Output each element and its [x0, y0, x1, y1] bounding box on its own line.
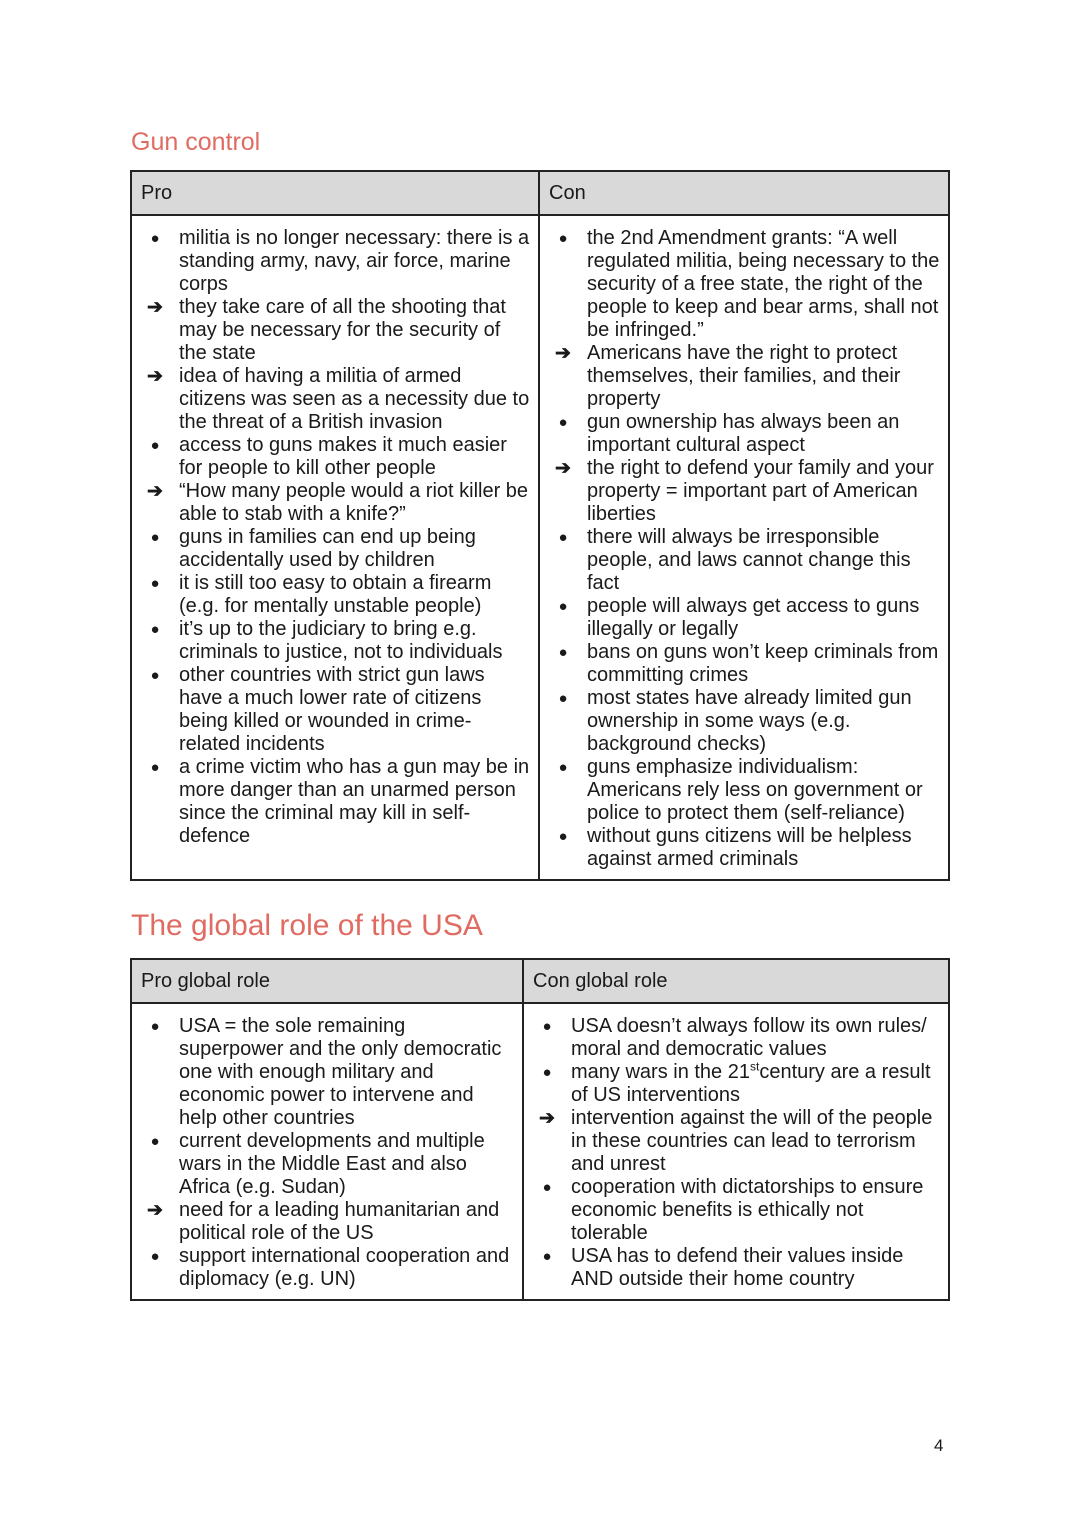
bullet-icon: ● — [558, 414, 568, 431]
bullet-icon: ● — [150, 1018, 160, 1035]
bullet-icon: ● — [150, 1133, 160, 1150]
list-item — [140, 296, 530, 365]
list-item — [548, 687, 940, 756]
pro-column-header: Pro — [131, 171, 539, 215]
global-role-table — [130, 958, 950, 1301]
item-text: they take care of all the shooting that may be necessary for the security of the state — [179, 296, 506, 364]
section-title-gun-control: Gun control — [131, 128, 261, 156]
bullet-icon: ● — [558, 529, 568, 546]
item-text: the 2nd Amendment grants: “A well regulated militia, being necessary to the security of a free state, the right of the people to keep and bear arms, shall not be infringed.” — [587, 227, 940, 341]
list-item — [140, 1015, 514, 1130]
item-text: USA has to defend their values inside AND outside their home country — [571, 1245, 904, 1290]
list-item — [140, 1245, 514, 1291]
list-item — [140, 1199, 514, 1245]
item-text: USA = the sole remaining superpower and the only democratic one with enough military and economic power to intervene and help other countries — [179, 1015, 502, 1129]
con-global-role-header: Con global role — [523, 959, 949, 1003]
arrow-icon: ➔ — [539, 1108, 555, 1129]
list-item — [548, 825, 940, 871]
pro-cell — [131, 215, 539, 880]
con-global-list — [532, 1015, 940, 1291]
item-text: people will always get access to guns illegally or legally — [587, 595, 920, 640]
bullet-icon: ● — [558, 598, 568, 615]
list-item — [140, 618, 530, 664]
item-text: current developments and multiple wars in the Middle East and also Africa (e.g. Sudan) — [179, 1130, 485, 1198]
item-text: bans on guns won’t keep criminals from committing crimes — [587, 641, 939, 686]
list-item — [140, 365, 530, 434]
list-item — [548, 457, 940, 526]
item-text: militia is no longer necessary: there is a standing army, navy, air force, marine corps — [179, 227, 530, 295]
arrow-icon: ➔ — [147, 297, 163, 318]
list-item — [140, 480, 530, 526]
con-list — [548, 227, 940, 871]
bullet-icon: ● — [558, 644, 568, 661]
bullet-icon: ● — [542, 1248, 552, 1265]
con-cell — [539, 215, 949, 880]
pro-global-list — [140, 1015, 514, 1291]
bullet-icon: ● — [150, 230, 160, 247]
item-text: other countries with strict gun laws have a much lower rate of citizens being killed or wounded in crime-related incidents — [179, 664, 485, 755]
list-item — [140, 434, 530, 480]
arrow-icon: ➔ — [555, 343, 571, 364]
list-item — [548, 756, 940, 825]
item-text: gun ownership has always been an important cultural aspect — [587, 411, 900, 456]
bullet-icon: ● — [150, 575, 160, 592]
bullet-icon: ● — [150, 667, 160, 684]
list-item — [140, 664, 530, 756]
list-item — [532, 1245, 940, 1291]
bullet-icon: ● — [150, 437, 160, 454]
list-item — [140, 756, 530, 848]
bullet-icon: ● — [150, 759, 160, 776]
bullet-icon: ● — [558, 690, 568, 707]
list-item — [548, 526, 940, 595]
list-item — [532, 1061, 940, 1107]
item-text: without guns citizens will be helpless against armed criminals — [587, 825, 912, 870]
item-text: the right to defend your family and your property = important part of American liberties — [587, 457, 934, 525]
list-item — [548, 595, 940, 641]
item-text: many wars in the 21 — [571, 1061, 750, 1083]
item-text: access to guns makes it much easier for people to kill other people — [179, 434, 507, 479]
item-text-continued: century are a result of US interventions — [571, 1061, 931, 1106]
item-text: USA doesn’t always follow its own rules/ moral and democratic values — [571, 1015, 927, 1060]
item-text: support international cooperation and diplomacy (e.g. UN) — [179, 1245, 510, 1290]
item-text: it’s up to the judiciary to bring e.g. criminals to justice, not to individuals — [179, 618, 503, 663]
item-text: it is still too easy to obtain a firearm (e.g. for mentally unstable people) — [179, 572, 492, 617]
pro-global-cell — [131, 1003, 523, 1300]
list-item — [532, 1176, 940, 1245]
list-item — [140, 526, 530, 572]
arrow-icon: ➔ — [147, 1200, 163, 1221]
pro-global-role-header: Pro global role — [131, 959, 523, 1003]
bullet-icon: ● — [542, 1064, 552, 1081]
list-item — [548, 342, 940, 411]
list-item — [548, 227, 940, 342]
bullet-icon: ● — [558, 828, 568, 845]
list-item — [140, 572, 530, 618]
ordinal-superscript: st — [749, 1059, 760, 1074]
bullet-icon: ● — [150, 1248, 160, 1265]
list-item — [532, 1107, 940, 1176]
arrow-icon: ➔ — [147, 481, 163, 502]
arrow-icon: ➔ — [147, 366, 163, 387]
gun-control-table — [130, 170, 950, 881]
con-column-header: Con — [539, 171, 949, 215]
item-text: need for a leading humanitarian and political role of the US — [179, 1199, 500, 1244]
con-global-cell — [523, 1003, 949, 1300]
bullet-icon: ● — [558, 230, 568, 247]
item-text: idea of having a militia of armed citizens was seen as a necessity due to the threat of a British invasion — [179, 365, 530, 433]
item-text: a crime victim who has a gun may be in more danger than an unarmed person since the criminal may kill in self-defence — [179, 756, 530, 847]
bullet-icon: ● — [150, 621, 160, 638]
page-number: 4 — [934, 1436, 944, 1455]
item-text: most states have already limited gun ownership in some ways (e.g. background checks) — [587, 687, 912, 755]
item-text: there will always be irresponsible people, and laws cannot change this fact — [587, 526, 911, 594]
list-item — [548, 411, 940, 457]
list-item — [532, 1015, 940, 1061]
item-text: Americans have the right to protect themselves, their families, and their property — [587, 342, 901, 410]
item-text: guns emphasize individualism: Americans rely less on government or police to protect them (self-reliance) — [587, 756, 923, 824]
bullet-icon: ● — [558, 759, 568, 776]
item-text: intervention against the will of the people in these countries can lead to terrorism and unrest — [571, 1107, 933, 1175]
list-item — [548, 641, 940, 687]
list-item — [140, 227, 530, 296]
bullet-icon: ● — [150, 529, 160, 546]
bullet-icon: ● — [542, 1179, 552, 1196]
list-item — [140, 1130, 514, 1199]
item-text: guns in families can end up being accidentally used by children — [179, 526, 476, 571]
bullet-icon: ● — [542, 1018, 552, 1035]
section-title-global-role: The global role of the USA — [131, 909, 483, 942]
pro-list — [140, 227, 530, 848]
item-text: cooperation with dictatorships to ensure economic benefits is ethically not tolerable — [571, 1176, 924, 1244]
arrow-icon: ➔ — [555, 458, 571, 479]
item-text: “How many people would a riot killer be able to stab with a knife?” — [179, 480, 529, 525]
